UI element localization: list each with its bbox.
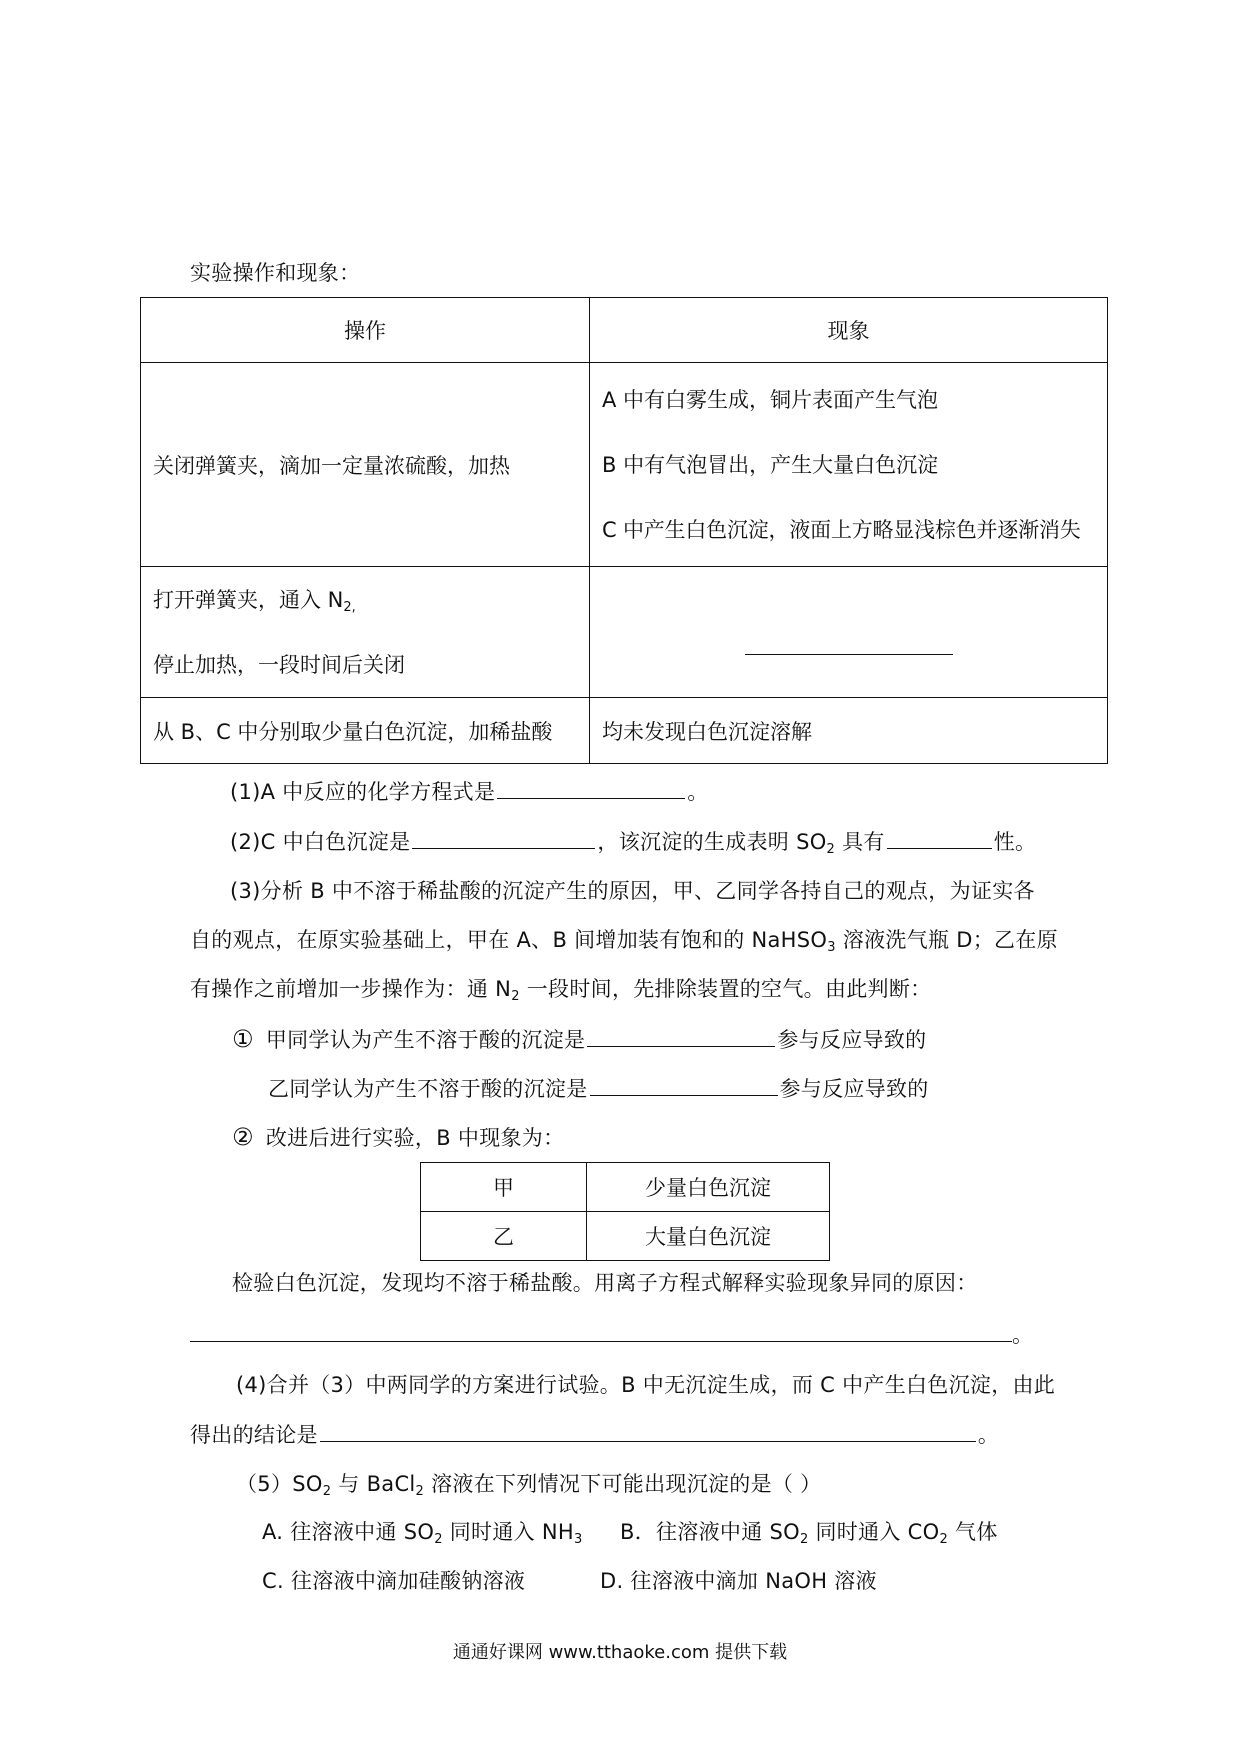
circled-two-marker: ② (232, 1123, 254, 1151)
header-operation: 操作 (141, 298, 590, 363)
section-intro: 实验操作和现象： (190, 261, 361, 285)
phenomenon-cell (590, 363, 1108, 567)
question-1: (1)A 中反应的化学方程式是 。 (230, 776, 709, 807)
result-cell: 大量白色沉淀 (587, 1212, 830, 1261)
result-table (420, 1162, 830, 1261)
question-3-line1: (3)分析 B 中不溶于稀盐酸的沉淀产生的原因，甲、乙同学各持自己的观点，为证实各 (230, 879, 1035, 903)
answer-blank[interactable] (745, 634, 953, 655)
phenomenon-a: A 中有白雾生成，铜片表面产生气泡 (602, 387, 939, 412)
header-phenomenon: 现象 (590, 298, 1108, 363)
table-row (141, 363, 1108, 567)
phenomenon-cell: 均未发现白色沉淀溶解 (590, 698, 1108, 764)
answer-blank[interactable] (412, 826, 595, 849)
answer-blank[interactable] (190, 1319, 1012, 1342)
table-row (421, 1212, 830, 1261)
sub-question-2: ② 改进后进行实验，B 中现象为： (232, 1123, 565, 1151)
result-cell: 少量白色沉淀 (587, 1163, 830, 1212)
table-row (421, 1163, 830, 1212)
verify-answer-line: 。 (190, 1319, 1033, 1350)
experiment-table (140, 297, 1108, 764)
table-row (141, 698, 1108, 764)
question-2: (2)C 中白色沉淀是 ，该沉淀的生成表明 $SO_2$ 具有 性。 (230, 826, 1036, 857)
question-4-line1: (4)合并（3）中两同学的方案进行试验。B 中无沉淀生成，而 C 中产生白色沉淀，由此 (236, 1373, 1056, 1397)
page-footer: 通通好课网 www.tthaoke.com 提供下载 (452, 1642, 788, 1663)
student-cell: 乙 (421, 1212, 587, 1261)
operation-cell: 从 B、C 中分别取少量白色沉淀，加稀盐酸 (141, 698, 590, 764)
phenomenon-c: C 中产生白色沉淀，液面上方略显浅棕色并逐渐消失 (602, 517, 1081, 542)
table-row (141, 567, 1108, 698)
question-4-line2: 得出的结论是 。 (190, 1419, 999, 1450)
answer-blank[interactable] (587, 1024, 775, 1047)
question-3-line3: 有操作之前增加一步操作为：通 $N_2$ 一段时间，先排除装置的空气。由此判断： (190, 977, 932, 1004)
question-5: $(5)SO_2$ 与 BaCl$_2$ 溶液在下列情况下可能出现沉淀的是（ ） (236, 1472, 822, 1499)
sub-question-1-b: 乙同学认为产生不溶于酸的沉淀是 参与反应导致的 (268, 1073, 929, 1104)
verify-text: 检验白色沉淀，发现均不溶于稀盐酸。用离子方程式解释实验现象异同的原因： (232, 1271, 978, 1295)
student-cell: 甲 (421, 1163, 587, 1212)
operation-cell: 关闭弹簧夹，滴加一定量浓硫酸，加热 (141, 363, 590, 567)
operation-cell (141, 567, 590, 698)
sub-question-1-a: ① 甲同学认为产生不溶于酸的沉淀是 参与反应导致的 (232, 1025, 927, 1053)
phenomenon-b: B 中有气泡冒出，产生大量白色沉淀 (602, 452, 939, 477)
option-d[interactable]: D. 往溶液中滴加 NaOH 溶液 (600, 1569, 877, 1593)
question-3-line2: 自的观点，在原实验基础上，甲在 A、B 间增加装有饱和的 NaHSO$_3$ 溶液洗气瓶 D；乙在原 (190, 928, 1058, 955)
phenomenon-cell (590, 567, 1108, 698)
option-a[interactable]: A. 往溶液中通 $SO_2$ 同时通入 $NH_3$ (262, 1520, 583, 1547)
answer-blank[interactable] (887, 826, 992, 849)
table-header-row (141, 298, 1108, 363)
circled-one-marker: ① (232, 1025, 254, 1053)
operation-open-clip: 打开弹簧夹，通入 $N_{2,}$ (153, 587, 356, 615)
option-b[interactable]: B．往溶液中通 $SO_2$ 同时通入 $CO_2$ 气体 (620, 1520, 998, 1547)
answer-blank[interactable] (320, 1419, 976, 1442)
operation-stop-heating: 停止加热，一段时间后关闭 (153, 652, 405, 677)
answer-blank[interactable] (590, 1073, 778, 1096)
answer-blank[interactable] (497, 776, 685, 799)
option-c[interactable]: C. 往溶液中滴加硅酸钠溶液 (262, 1569, 526, 1593)
